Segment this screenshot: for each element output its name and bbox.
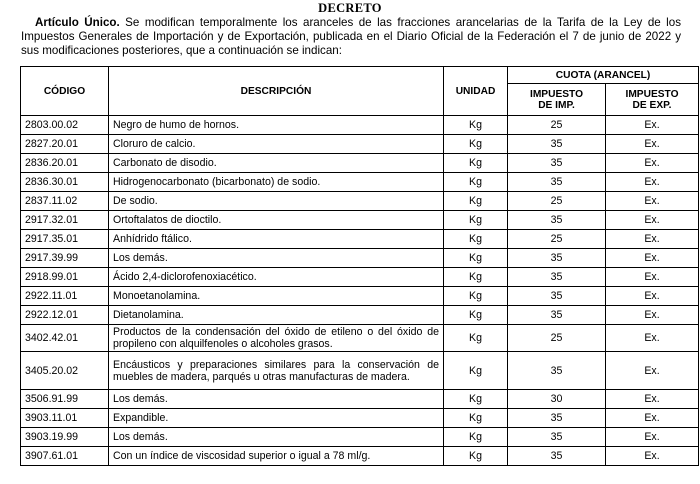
cell-descripcion: Ortoftalatos de dioctilo. <box>109 211 444 230</box>
cell-codigo: 2836.20.01 <box>21 154 109 173</box>
cell-descripcion: Encáusticos y preparaciones similares para la conservación de muebles de madera, parqués u otras manufacturas de madera. <box>109 352 444 390</box>
cell-impuesto-exp: Ex. <box>606 173 699 192</box>
cell-codigo: 2917.39.99 <box>21 249 109 268</box>
cell-descripcion: Carbonato de disodio. <box>109 154 444 173</box>
table-row <box>21 173 699 192</box>
cell-impuesto-imp: 25 <box>508 325 606 352</box>
table-row <box>21 447 699 466</box>
tariff-table <box>20 66 699 466</box>
table-row <box>21 428 699 447</box>
table-row <box>21 230 699 249</box>
cell-unidad: Kg <box>444 249 508 268</box>
cell-descripcion: Monoetanolamina. <box>109 287 444 306</box>
header-exp-line1: IMPUESTO <box>625 88 679 100</box>
cell-impuesto-exp: Ex. <box>606 135 699 154</box>
cell-impuesto-imp: 25 <box>508 192 606 211</box>
cell-unidad: Kg <box>444 409 508 428</box>
cell-unidad: Kg <box>444 325 508 352</box>
cell-codigo: 2922.12.01 <box>21 306 109 325</box>
table-row <box>21 287 699 306</box>
table-row <box>21 192 699 211</box>
cell-codigo: 2922.11.01 <box>21 287 109 306</box>
cell-unidad: Kg <box>444 154 508 173</box>
cell-descripcion: Con un índice de viscosidad superior o igual a 78 ml/g. <box>109 447 444 466</box>
cell-descripcion: Los demás. <box>109 390 444 409</box>
cell-codigo: 2917.32.01 <box>21 211 109 230</box>
cell-unidad: Kg <box>444 287 508 306</box>
table-row <box>21 154 699 173</box>
cell-codigo: 2917.35.01 <box>21 230 109 249</box>
cell-unidad: Kg <box>444 428 508 447</box>
cell-impuesto-exp: Ex. <box>606 428 699 447</box>
cell-impuesto-exp: Ex. <box>606 447 699 466</box>
cell-unidad: Kg <box>444 116 508 135</box>
cell-impuesto-imp: 35 <box>508 352 606 390</box>
table-row <box>21 249 699 268</box>
cell-impuesto-imp: 35 <box>508 154 606 173</box>
cell-unidad: Kg <box>444 447 508 466</box>
cell-impuesto-exp: Ex. <box>606 287 699 306</box>
cell-descripcion: Hidrogenocarbonato (bicarbonato) de sodio. <box>109 173 444 192</box>
table-row <box>21 116 699 135</box>
cell-descripcion: Los demás. <box>109 428 444 447</box>
cell-impuesto-imp: 35 <box>508 428 606 447</box>
decree-paragraph <box>21 16 681 58</box>
cell-impuesto-exp: Ex. <box>606 325 699 352</box>
cell-descripcion: Expandible. <box>109 409 444 428</box>
table-row <box>21 306 699 325</box>
cell-impuesto-imp: 25 <box>508 230 606 249</box>
cell-descripcion: Dietanolamina. <box>109 306 444 325</box>
cell-impuesto-exp: Ex. <box>606 192 699 211</box>
cell-codigo: 2803.00.02 <box>21 116 109 135</box>
header-cuota: CUOTA (ARANCEL) <box>508 67 699 84</box>
cell-impuesto-imp: 35 <box>508 306 606 325</box>
table-row <box>21 409 699 428</box>
cell-impuesto-imp: 35 <box>508 173 606 192</box>
header-codigo: CÓDIGO <box>21 67 109 116</box>
cell-descripcion: Productos de la condensación del óxido de etileno o del óxido de propileno con alquilfenoles o alcoholes grasos. <box>109 325 444 352</box>
cell-descripcion: Anhídrido ftálico. <box>109 230 444 249</box>
cell-codigo: 2837.11.02 <box>21 192 109 211</box>
cell-unidad: Kg <box>444 211 508 230</box>
cell-unidad: Kg <box>444 268 508 287</box>
cell-unidad: Kg <box>444 390 508 409</box>
cell-unidad: Kg <box>444 306 508 325</box>
cell-impuesto-imp: 35 <box>508 287 606 306</box>
cell-impuesto-imp: 35 <box>508 409 606 428</box>
cell-descripcion: De sodio. <box>109 192 444 211</box>
header-exp-line2: DE EXP. <box>632 99 672 111</box>
document-title: DECRETO <box>318 1 382 15</box>
cell-codigo: 3903.19.99 <box>21 428 109 447</box>
header-impuesto-imp <box>508 84 606 116</box>
header-imp-line2: DE IMP. <box>538 99 575 111</box>
header-descripcion: DESCRIPCIÓN <box>109 67 444 116</box>
table-row <box>21 135 699 154</box>
cell-impuesto-exp: Ex. <box>606 154 699 173</box>
cell-unidad: Kg <box>444 173 508 192</box>
cell-codigo: 3907.61.01 <box>21 447 109 466</box>
cell-unidad: Kg <box>444 352 508 390</box>
table-row <box>21 352 699 390</box>
header-imp-line1: IMPUESTO <box>529 88 584 100</box>
cell-descripcion: Cloruro de calcio. <box>109 135 444 154</box>
cell-impuesto-imp: 35 <box>508 211 606 230</box>
cell-impuesto-exp: Ex. <box>606 268 699 287</box>
cell-codigo: 3402.42.01 <box>21 325 109 352</box>
cell-impuesto-exp: Ex. <box>606 249 699 268</box>
cell-impuesto-exp: Ex. <box>606 409 699 428</box>
cell-descripcion: Negro de humo de hornos. <box>109 116 444 135</box>
cell-codigo: 2827.20.01 <box>21 135 109 154</box>
article-lead: Artículo Único. <box>35 16 120 29</box>
table-row <box>21 211 699 230</box>
cell-codigo: 3506.91.99 <box>21 390 109 409</box>
cell-impuesto-exp: Ex. <box>606 211 699 230</box>
cell-impuesto-imp: 35 <box>508 249 606 268</box>
table-row <box>21 325 699 352</box>
cell-impuesto-imp: 35 <box>508 135 606 154</box>
cell-unidad: Kg <box>444 135 508 154</box>
header-impuesto-exp <box>606 84 699 116</box>
cell-codigo: 3903.11.01 <box>21 409 109 428</box>
cell-descripcion: Los demás. <box>109 249 444 268</box>
cell-impuesto-exp: Ex. <box>606 306 699 325</box>
cell-codigo: 2918.99.01 <box>21 268 109 287</box>
cell-descripcion: Ácido 2,4-diclorofenoxiacético. <box>109 268 444 287</box>
cell-impuesto-exp: Ex. <box>606 230 699 249</box>
table-row <box>21 390 699 409</box>
cell-impuesto-imp: 35 <box>508 447 606 466</box>
cell-unidad: Kg <box>444 230 508 249</box>
cell-impuesto-exp: Ex. <box>606 390 699 409</box>
cell-impuesto-imp: 25 <box>508 116 606 135</box>
cell-impuesto-imp: 30 <box>508 390 606 409</box>
cell-impuesto-exp: Ex. <box>606 352 699 390</box>
header-unidad: UNIDAD <box>444 67 508 116</box>
cell-unidad: Kg <box>444 192 508 211</box>
cell-impuesto-exp: Ex. <box>606 116 699 135</box>
cell-codigo: 2836.30.01 <box>21 173 109 192</box>
article-body: Se modifican temporalmente los aranceles de las fracciones arancelarias de la Tarifa de la Ley de los Impuestos Generales de Importación y de Exportación, publicada en el Diario Oficial de la Federación el 7 de junio de 2022 y sus modificaciones posteriores, que a continuación se indican: <box>21 16 682 57</box>
table-row <box>21 268 699 287</box>
cell-codigo: 3405.20.02 <box>21 352 109 390</box>
cell-impuesto-imp: 35 <box>508 268 606 287</box>
tariff-rows <box>21 116 699 466</box>
